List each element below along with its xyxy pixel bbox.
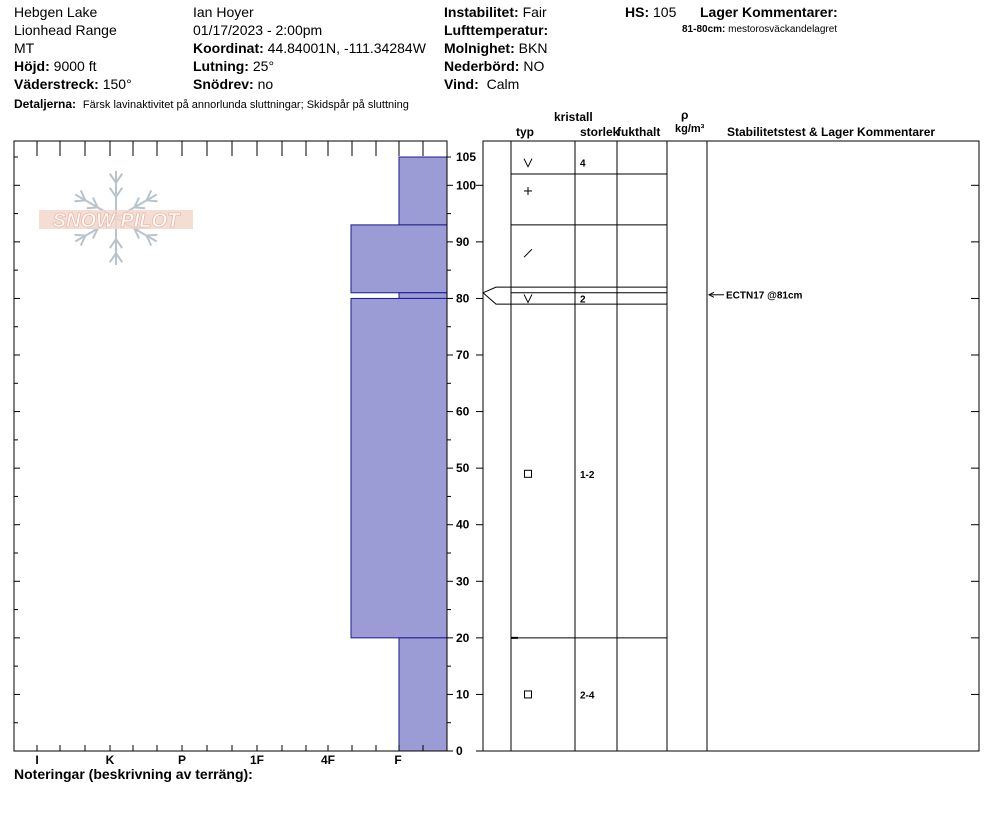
hardness-bars — [351, 157, 447, 751]
faceted-symbol — [525, 470, 532, 477]
layer-comment-text: mestorosväckandelagret — [728, 24, 838, 35]
snowflake-branch — [147, 235, 158, 236]
hs-label: HS: — [625, 4, 650, 20]
snowflake-branch — [87, 207, 98, 208]
stability-tests — [709, 290, 803, 301]
snow-pilot-logo — [39, 171, 193, 265]
hardness-bar — [351, 225, 447, 293]
hardness-tick-label: I — [35, 753, 39, 767]
coord-value: 44.84001N, -111.34284W — [267, 40, 426, 56]
height-tick-label: 40 — [456, 517, 470, 532]
table-frame — [483, 141, 979, 751]
coord-label: Koordinat: — [193, 40, 264, 56]
details-label: Detaljerna: — [14, 97, 77, 111]
stability-header: Stabilitetstest & Lager Kommentarer — [727, 125, 936, 139]
density-rho-header: ρ — [681, 108, 689, 122]
layer-connector — [483, 293, 511, 304]
faceted-symbol — [525, 691, 532, 698]
notes-label: Noteringar (beskrivning av terräng): — [14, 766, 253, 782]
wind-value: Calm — [486, 76, 520, 92]
layer-symbols — [524, 159, 595, 702]
hs-value: 105 — [653, 4, 677, 20]
datetime: 01/17/2023 - 2:00pm — [193, 22, 323, 38]
instability-label: Instabilitet: — [444, 4, 519, 20]
grain-size-label: 2 — [580, 294, 586, 306]
hardness-tick-label: F — [394, 753, 402, 767]
height-tick-label: 80 — [456, 291, 470, 306]
layer-comment-range: 81-80cm: — [682, 24, 726, 35]
depth-hoar-symbol — [524, 294, 532, 302]
height-tick-label: 30 — [456, 574, 470, 589]
sky-label: Molnighet: — [444, 40, 515, 56]
hardness-axis-labels — [35, 753, 401, 767]
height-tick-label: 90 — [456, 234, 470, 249]
layer-table — [476, 141, 979, 751]
crystal-header: kristall — [554, 110, 593, 124]
details-value: Färsk lavinaktivitet på annorlunda sluttningar; Skidspår på sluttning — [82, 99, 409, 111]
height-tick-label: 10 — [456, 687, 470, 702]
sky-value: BKN — [518, 40, 548, 56]
elevation-value: 9000 ft — [53, 58, 97, 74]
snowflake-branch — [75, 200, 86, 201]
height-tick-label: 50 — [456, 461, 470, 476]
moisture-header: fukthalt — [617, 125, 661, 139]
grain-size-label: 2-4 — [580, 690, 595, 702]
wind-label: Vind: — [444, 76, 479, 92]
wind-loading-value: no — [257, 76, 274, 92]
density-unit-header: kg/m³ — [675, 123, 705, 135]
instability-value: Fair — [522, 4, 547, 20]
height-tick-label: 70 — [456, 348, 470, 363]
snowflake-branch — [75, 235, 86, 236]
hardness-tick-label: 1F — [249, 753, 265, 767]
hardness-tick-label: P — [177, 753, 187, 767]
logo-text: SNOW PILOT — [52, 210, 180, 232]
hardness-tick-label: 4F — [320, 753, 336, 767]
height-tick-label: 0 — [456, 744, 463, 758]
grain-size-label: 4 — [580, 158, 586, 170]
depth-hoar-symbol — [524, 159, 532, 167]
test-label: ECTN17 @81cm — [726, 290, 803, 302]
slope-label: Lutning: — [193, 58, 249, 74]
elevation-label: Höjd: — [14, 58, 50, 74]
height-tick-label: 100 — [456, 178, 477, 193]
hardness-bar — [351, 298, 447, 637]
range: Lionhead Range — [14, 22, 117, 38]
air-temp-label: Lufttemperatur: — [444, 22, 549, 38]
observer: Ian Hoyer — [193, 4, 254, 20]
height-axis-labels — [456, 150, 476, 758]
precip-value: NO — [523, 58, 545, 74]
hardness-bar — [399, 638, 447, 751]
hardness-bar — [399, 293, 447, 299]
layer-comments-title: Lager Kommentarer: — [700, 4, 838, 20]
wind-loading-label: Snödrev: — [193, 76, 254, 92]
size-header: storlek — [580, 125, 620, 139]
height-tick-label: 20 — [456, 630, 470, 645]
state: MT — [14, 40, 35, 56]
precip-label: Nederbörd: — [444, 58, 520, 74]
snowflake-branch — [134, 207, 145, 208]
aspect-label: Väderstreck: — [14, 76, 99, 92]
hardness-tick-label: K — [105, 753, 115, 767]
decomposing-symbol — [524, 249, 532, 257]
grain-size-label: 1-2 — [580, 469, 595, 481]
slope-value: 25° — [252, 58, 275, 74]
height-tick-label: 105 — [456, 150, 477, 165]
snowflake-branch — [147, 200, 158, 201]
aspect-value: 150° — [102, 76, 132, 92]
layer-connector — [483, 287, 511, 293]
type-header: typ — [516, 125, 534, 139]
location: Hebgen Lake — [14, 4, 98, 20]
height-tick-label: 60 — [456, 404, 470, 419]
hardness-bar — [399, 157, 447, 225]
